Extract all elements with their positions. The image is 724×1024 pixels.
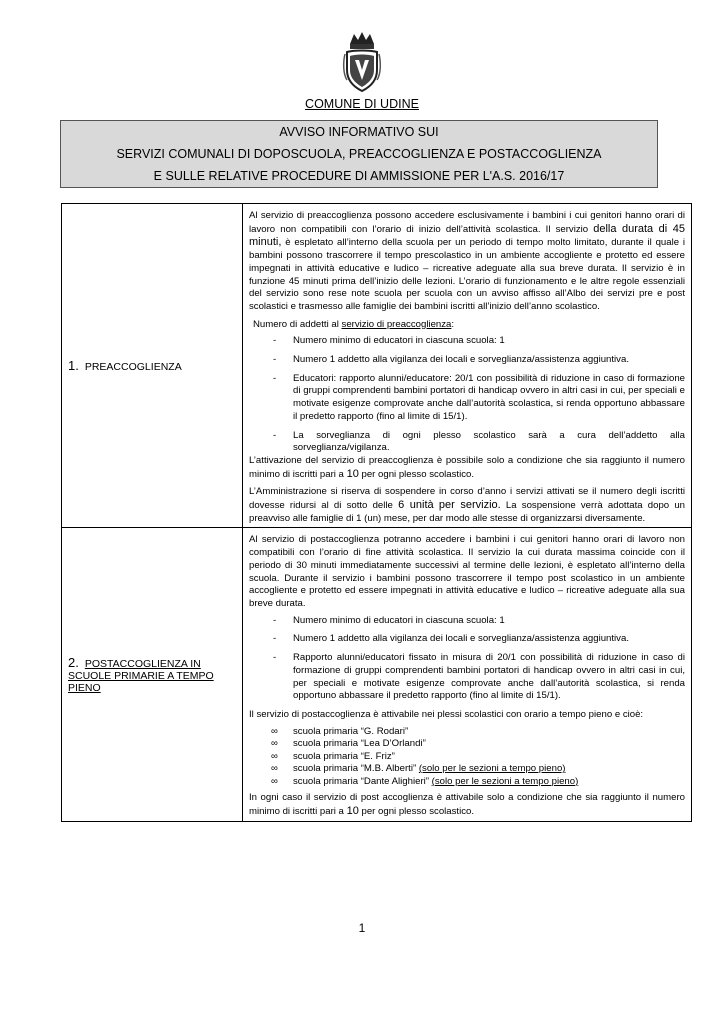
infinity-marker: ∞	[271, 738, 278, 750]
section-label-cell	[62, 204, 243, 528]
list-item	[249, 652, 685, 703]
title-line-2: SERVIZI COMUNALI DI DOPOSCUOLA, PREACCOGLIENZA E POSTACCOGLIENZA	[116, 147, 602, 161]
infinity-marker: ∞	[271, 725, 278, 737]
comune-crest-emblem	[342, 30, 382, 92]
notice-title-box	[60, 120, 658, 188]
eligible-schools-list	[249, 726, 685, 789]
staffing-list	[249, 615, 685, 703]
table-row-preaccoglienza	[62, 204, 692, 528]
school-name: scuola primaria “G. Rodari”	[293, 725, 409, 737]
school-name: scuola primaria “Dante Alighieri”	[293, 775, 429, 787]
addetti-suffix: :	[451, 318, 455, 330]
section-title: POSTACCOGLIENZA IN SCUOLE PRIMARIE A TEMPO PIENO	[68, 657, 214, 694]
activation-text: L’attivazione del servizio di preaccoglienza è possibile solo a condizione che sia raggiunto il numero minimo di iscritti pari a	[249, 454, 685, 480]
list-item	[249, 615, 685, 628]
list-item-text: Rapporto alunni/educatori fissato in misura di 20/1 con possibilità di riduzione in caso di formazione di gruppi comprendenti bambini portatori di handicap ovvero in altri casi in cui, per speciali e motivate esigenze comprovate anche dall’autorità scolastica, si renda opportuno abbassare il predetto rapporto (fino al limite di 15/1).	[293, 652, 685, 702]
list-item-text: La sorveglianza di ogni plesso scolastico sarà a cura dell’addetto alla sorveglianza/vigilanza.	[293, 429, 685, 454]
school-name: scuola primaria “E. Friz”	[293, 750, 395, 762]
school-note: (solo per le sezioni a tempo pieno)	[431, 775, 579, 787]
staffing-list	[249, 335, 685, 455]
table-row-postaccoglienza	[62, 528, 692, 821]
dash-marker: -	[273, 372, 277, 384]
list-item	[249, 763, 685, 776]
final-condition-paragraph	[249, 792, 685, 818]
section-content-cell	[243, 204, 692, 528]
intro-text-cont: è espletato all’interno della scuola per un periodo di tempo molto limitato, durante il quale i bambini possono trascorrere il tempo prescolastico in un ambiente accogliente e protetto ed essere impegnati in attività educative e ludico – ricreative adeguate alla sua breve durata. Il servizio è in funzione 45 minuti prima dell’inizio delle lezioni. L’orario di funzionamento e le altre regole essenziali del servizio sono rese note scuola per scuola con un avviso affisso all’Albo dei servizi pre e post scolastici e trasmesso alle famiglie dei bambini iscritti all’inizio dell’anno scolastico.	[249, 237, 685, 312]
title-line-3: E SULLE RELATIVE PROCEDURE DI AMMISSIONE PER L'A.S. 2016/17	[153, 169, 565, 183]
dash-marker: -	[273, 429, 277, 441]
list-item-text: Numero minimo di educatori in ciascuna scuola: 1	[293, 335, 505, 347]
final-min-number: 10	[346, 804, 359, 817]
intro-paragraph	[249, 210, 685, 314]
eligible-schools-intro: Il servizio di postaccoglienza è attivabile nei plessi scolastici con orario a tempo pieno e cioè:	[249, 708, 644, 720]
page-number: 1	[358, 921, 366, 935]
list-item	[249, 633, 685, 646]
list-item-text: Numero 1 addetto alla vigilanza dei locali e sorveglianza/assistenza aggiuntiva.	[293, 354, 629, 366]
activation-text-end: per ogni plesso scolastico.	[361, 468, 475, 480]
final-text-end: per ogni plesso scolastico.	[361, 805, 475, 817]
section-title: PREACCOGLIENZA	[84, 361, 182, 374]
dash-marker: -	[273, 335, 277, 347]
section-number: 1.	[68, 358, 79, 374]
intro-paragraph: Al servizio di postaccoglienza potranno accedere i bambini i cui genitori hanno orari di lavoro non compatibili con l’orario di fine attività scolastica. Il servizio la cui durata massima coincide con il periodo di 30 minuti immediatamente successivi al termine delle lezioni, è espletato all’interno della scuola. Durante il servizio i bambini possono trascorrere il tempo post scolastico in un ambiente accogliente e protetto ed essere impegnati in attività educative e ludico – ricreative adeguate alla sua breve durata.	[249, 534, 685, 609]
intro-text: Al servizio di preaccoglienza possono accedere esclusivamente i bambini i cui genitori hanno orari di lavoro non compatibili con l’orario di inizio dell’attività scolastica. Il servizio	[249, 210, 685, 235]
list-item	[249, 726, 685, 739]
list-item-text: Numero 1 addetto alla vigilanza dei locali e sorveglianza/assistenza aggiuntiva.	[293, 633, 629, 645]
list-item	[249, 354, 685, 367]
list-item	[249, 738, 685, 751]
dash-marker: -	[273, 354, 277, 366]
suspension-text-end: La sospensione verrà adottata dopo un preavviso alle famiglie di 1 (un) mese, per dar modo alle stesse di organizzarsi diversamente.	[249, 500, 686, 524]
municipality-heading: COMUNE DI UDINE	[305, 97, 419, 111]
list-item-text: Educatori: rapporto alunni/educatore: 20/1 con possibilità di riduzione in caso di formazione di gruppi comprendenti bambini portatori di handicap ovvero in altri casi in cui, per speciali e motivate esigenze comprovate anche dall’autorità scolastica, si renda opportuno abbassare il predetto rapporto (fino al limite di 15/1).	[293, 372, 685, 422]
suspension-units: 6 unità	[398, 499, 434, 512]
list-item	[249, 776, 685, 789]
infinity-marker: ∞	[271, 763, 278, 775]
activation-min-number: 10	[346, 467, 359, 480]
intro-duration: della durata di 45 minuti,	[249, 222, 685, 249]
suspension-paragraph	[249, 486, 685, 525]
dash-marker: -	[273, 652, 277, 664]
school-note: (solo per le sezioni a tempo pieno)	[418, 763, 566, 775]
list-item	[249, 373, 685, 424]
section-number: 2.	[68, 654, 79, 670]
section-content-cell	[243, 528, 692, 821]
addetti-prefix: Numero di addetti al	[253, 318, 339, 330]
infinity-marker: ∞	[271, 775, 278, 787]
final-text: In ogni caso il servizio di post accoglienza è attivabile solo a condizione che sia raggiunto il numero minimo di iscritti pari a	[249, 792, 685, 817]
school-name: scuola primaria “M.B. Alberti”	[293, 763, 417, 775]
dash-marker: -	[273, 614, 277, 626]
school-name: scuola primaria “Lea D’Orlandi”	[293, 738, 426, 750]
list-item-text: Numero minimo di educatori in ciascuna scuola: 1	[293, 614, 505, 626]
list-item	[249, 335, 685, 348]
activation-paragraph	[249, 455, 685, 481]
list-item	[249, 430, 685, 455]
infinity-marker: ∞	[271, 750, 278, 762]
suspension-text: L’Amministrazione si riserva di sospendere in corso d’anno i servizi attivati se il numero degli iscritti dovesse ridursi al di sotto delle	[249, 486, 685, 512]
suspension-per-service: per servizio.	[438, 499, 501, 512]
section-label-cell	[62, 528, 243, 821]
addetti-underlined: servizio di preaccoglienza	[341, 318, 452, 330]
services-table	[61, 203, 692, 822]
list-item	[249, 751, 685, 764]
title-line-1: AVVISO INFORMATIVO SUI	[279, 125, 439, 139]
addetti-heading	[249, 319, 685, 332]
dash-marker: -	[273, 633, 277, 645]
